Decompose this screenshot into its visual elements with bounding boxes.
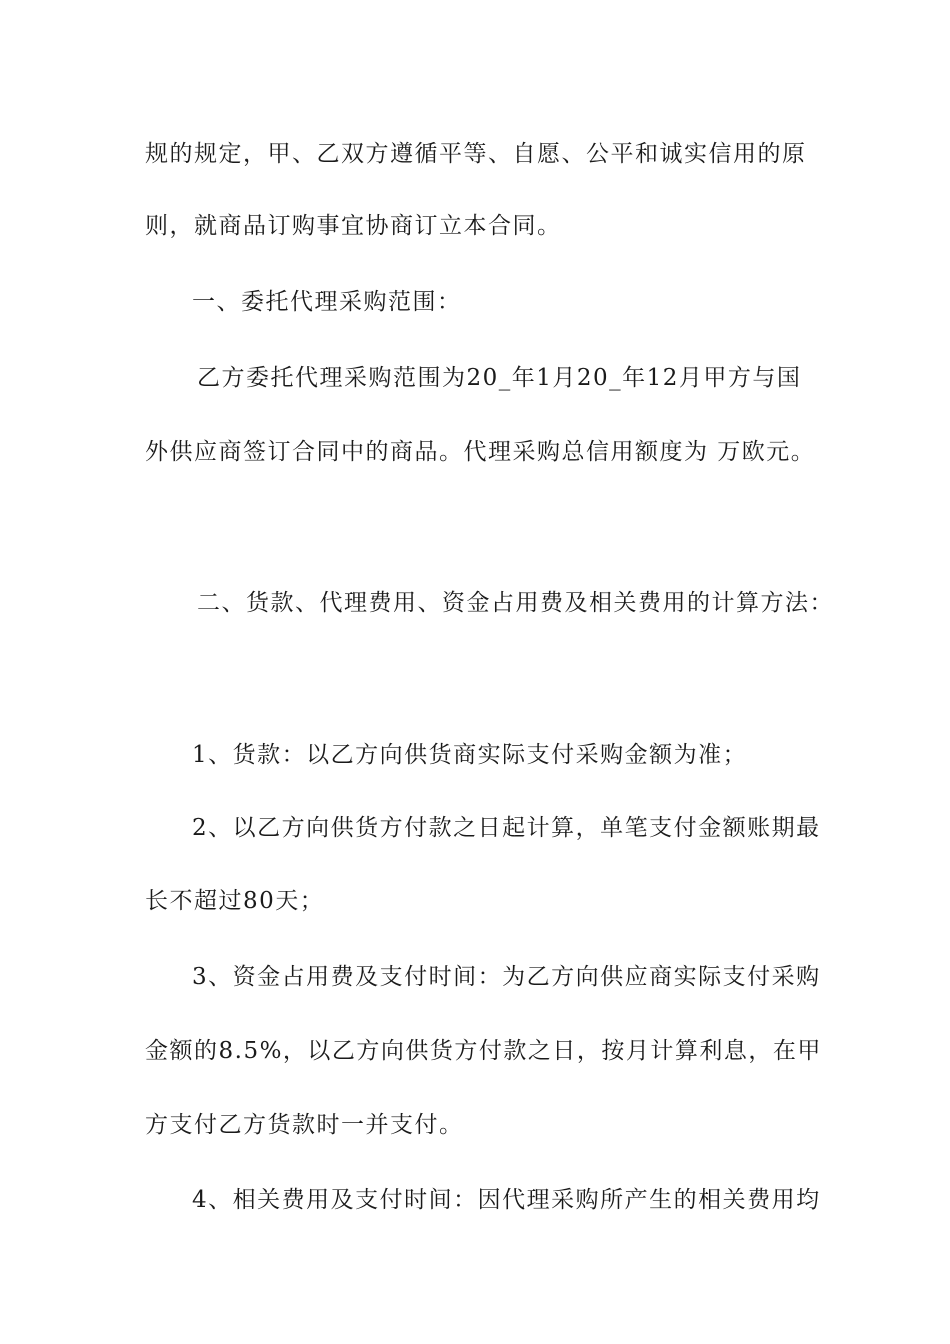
paragraph-line-4: 外供应商签订合同中的商品。代理采购总信用额度为 万欧元。 — [145, 439, 816, 465]
list-item-1: 1、货款：以乙方向供货商实际支付采购金额为准； — [192, 742, 748, 768]
paragraph-line-2: 则，就商品订购事宜协商订立本合同。 — [145, 213, 562, 239]
paragraph-line-1: 规的规定，甲、乙双方遵循平等、自愿、公平和诚实信用的原 — [145, 141, 807, 167]
list-item-2-line-2: 长不超过80天； — [145, 888, 325, 914]
list-item-3-line-3: 方支付乙方货款时一并支付。 — [145, 1112, 464, 1138]
list-item-4-line-1: 4、相关费用及支付时间：因代理采购所产生的相关费用均 — [192, 1187, 821, 1213]
paragraph-line-3: 乙方委托代理采购范围为20_年1月20_年12月甲方与国 — [197, 365, 802, 391]
list-item-3-line-2: 金额的8.5%，以乙方向供货方付款之日，按月计算利息，在甲 — [145, 1038, 822, 1064]
list-item-2-line-1: 2、以乙方向供货方付款之日起计算，单笔支付金额账期最 — [192, 815, 821, 841]
list-item-3-line-1: 3、资金占用费及支付时间：为乙方向供应商实际支付采购 — [192, 964, 821, 990]
section-heading-1: 一、委托代理采购范围： — [192, 289, 462, 315]
section-heading-2: 二、货款、代理费用、资金占用费及相关费用的计算方法： — [197, 590, 834, 616]
